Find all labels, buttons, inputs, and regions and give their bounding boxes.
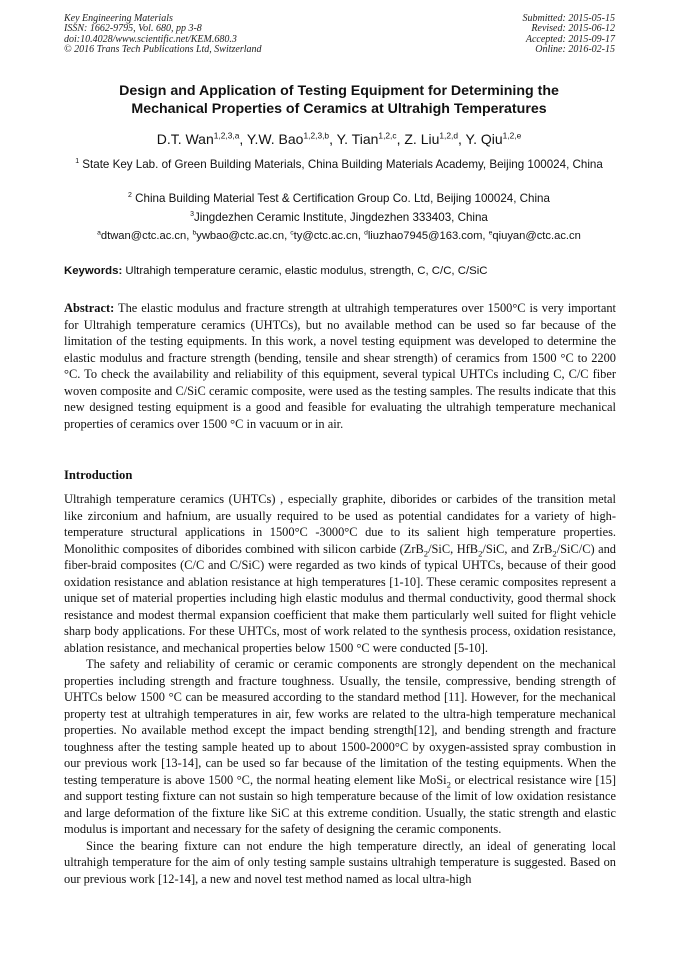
introduction-body xyxy=(64,491,616,887)
affiliation-text: Jingdezhen Ceramic Institute, Jingdezhen 333403, China xyxy=(193,211,488,224)
affiliation-2 xyxy=(40,191,638,207)
email-mark: e xyxy=(488,229,493,237)
paragraph xyxy=(64,656,616,838)
keywords-label: Keywords: xyxy=(64,265,123,277)
journal-header xyxy=(64,14,262,56)
author xyxy=(337,131,405,147)
paragraph xyxy=(64,491,616,656)
section-heading: Introduction xyxy=(64,468,133,482)
author-affiliation-marks: 1,2,e xyxy=(502,130,522,141)
paragraph-text: /SiC, and ZrB xyxy=(482,541,553,556)
author-name: Y.W. Bao xyxy=(246,131,304,147)
paragraph-text: or electrical resistance wire [15] and support testing fixture can not sustain so high temperature because of the limit of low oxidation resistance and large deformation of the fixture like SiC at this extreme condition. Usually, the static strength and elastic modulus is important and necessary for the safety of designing the ceramic components. xyxy=(64,772,616,836)
email-address: qiuyan@ctc.ac.cn xyxy=(492,230,581,242)
title-line-2: Mechanical Properties of Ceramics at Ultrahigh Temperatures xyxy=(131,101,547,117)
email-separator: , xyxy=(186,230,193,242)
keywords-text: Ultrahigh temperature ceramic, elastic modulus, strength, C, C/C, C/SiC xyxy=(122,265,488,277)
title-line-1: Design and Application of Testing Equipment for Determining the xyxy=(119,83,559,99)
affiliation-text: State Key Lab. of Green Building Materials, China Building Materials Academy, Beijing 100024, China xyxy=(82,158,603,171)
author-name: D.T. Wan xyxy=(156,131,214,147)
author-affiliation-marks: 1,2,3,a xyxy=(213,130,240,141)
author-separator: , xyxy=(458,131,466,147)
author-separator: , xyxy=(329,131,337,147)
paper-title xyxy=(40,82,638,118)
keywords xyxy=(64,264,616,279)
subscript: 2 xyxy=(552,547,557,558)
email-mark: c xyxy=(290,229,294,237)
paragraph-text: The safety and reliability of ceramic or ceramic components are strongly dependent on the mechanical properties including strength and fracture toughness. Usually, the tensile, compressive, bending strength of UHTCs below 1500 °C can be measured according to the standard method [11]. However, for the mechanical property test at ultrahigh temperatures in air, few works are related to the ultra-high temperature mechanical properties. No available method except the impact bending strength[12], and bending strength and fracture toughness after the testing sample heated up to about 1500-2000°C by oxygen-assisted spray combustion in our previous work [13-14], can be used so far because of the limitation of the testing equipments. When the testing temperature is above 1500 °C, the normal heating element like MoSi xyxy=(64,657,616,787)
abstract xyxy=(64,300,616,432)
abstract-label: Abstract: xyxy=(64,301,115,315)
affiliation-number: 2 xyxy=(128,192,132,200)
email-separator: , xyxy=(482,230,489,242)
author-affiliation-marks: 1,2,c xyxy=(378,130,397,141)
email-item xyxy=(97,230,192,242)
paragraph-text: /SiC, HfB xyxy=(428,541,479,556)
affiliation-number: 3 xyxy=(190,211,194,219)
email-item xyxy=(290,230,364,242)
email-mark: b xyxy=(192,229,197,237)
email-mark: d xyxy=(364,229,368,237)
subscript: 2 xyxy=(478,547,483,558)
revised-date: Revised: 2015-06-12 xyxy=(531,23,615,35)
abstract-text: The elastic modulus and fracture strength at ultrahigh temperatures over 1500°C is very important for Ultrahigh temperature ceramics (UHTCs), but no available method can be used so far because of the limitation of the testing equipments. In this work, a novel testing equipment was developed to determine the elastic modulus and fracture strength (bending, tensile and shear strength) of ceramics from 1500 °C to 2200 °C. To check the availability and reliability of this equipment, several typical UHTCs including C, C/C fiber woven composite and C/SiC ceramic composite, were used as the testing samples. The results indicate that this new designed testing equipment is a good and feasible for evaluating the ultrahigh temperature mechanical properties of ceramics over 1500 °C in vacuum or in air. xyxy=(64,301,616,431)
email-address: ty@ctc.ac.cn xyxy=(293,230,358,242)
author xyxy=(247,131,337,147)
email-address: ywbao@ctc.ac.cn xyxy=(196,230,285,242)
subscript: 2 xyxy=(423,547,429,558)
email-address: dtwan@ctc.ac.cn xyxy=(100,230,187,242)
issn-line: ISSN: 1662-9795, Vol. 680, pp 3-8 xyxy=(64,23,202,35)
author-separator: , xyxy=(396,131,405,147)
author-name: Y. Qiu xyxy=(465,131,503,147)
author-affiliation-marks: 1,2,d xyxy=(439,130,459,141)
author-name: Z. Liu xyxy=(404,131,440,147)
journal-name: Key Engineering Materials xyxy=(64,13,173,24)
copyright-line: © 2016 Trans Tech Publications Ltd, Switzerland xyxy=(64,44,262,56)
affiliation-1 xyxy=(64,157,614,173)
online-date: Online: 2016-02-15 xyxy=(535,44,615,56)
author-name: Y. Tian xyxy=(336,131,379,147)
author xyxy=(157,131,247,147)
email-item xyxy=(192,230,290,242)
author-affiliation-marks: 1,2,3,b xyxy=(303,130,330,141)
paragraph-text: Since the bearing fixture can not endure the high temperature directly, an ideal of generating local ultrahigh temperature for the aim of only testing sample sustains ultrahigh temperature is suggested. Based on our previous work [12-14], a new and novel test method named as local ultra-high xyxy=(64,838,616,886)
email-address: liuzhao7945@163.com xyxy=(367,230,483,242)
email-item xyxy=(489,230,581,242)
submitted-date: Submitted: 2015-05-15 xyxy=(522,13,615,24)
accepted-date: Accepted: 2015-09-17 xyxy=(525,33,615,45)
paragraph-text: /SiC/C) and fiber-braid composites (C/C and C/SiC) were regarded as two kinds of typical UHTCs, because of their good oxidation resistance and ablation resistance at high temperatures [1-10]. These ceramic composites represent a unique set of material properties including high elastic modulus and thermal conductivity, good thermal shock resistance and modest thermal expansion coefficient that make them particularly well suited for flight vehicle sharp body applications. For these UHTCs, most of work related to the synthesis process, oxidation resistance, ablation resistance, and mechanical properties below 1500 °C were conducted [5-10]. xyxy=(64,541,616,655)
affiliation-3 xyxy=(40,210,638,226)
paragraph xyxy=(64,838,616,888)
doi-line: doi:10.4028/www.scientific.net/KEM.680.3 xyxy=(64,33,237,45)
email-separator: , xyxy=(284,230,291,242)
subscript: 2 xyxy=(446,778,451,789)
affiliation-text: China Building Material Test & Certification Group Co. Ltd, Beijing 100024, China xyxy=(135,192,550,205)
email-separator: , xyxy=(357,230,365,242)
affiliation-number: 1 xyxy=(75,158,80,166)
paragraph-text: Ultrahigh temperature ceramics (UHTCs) , especially graphite, diborides or carbides of the transition metal like zirconium and hafnium, are usually required to be used as potential candidates for a variety of high-temperature structural applications in 1500°C -3000°C due to its salient high temperature properties. Monolithic composites of diborides combined with silicon carbide (ZrB xyxy=(64,492,616,556)
email-item xyxy=(364,230,489,242)
email-mark: a xyxy=(97,229,101,237)
email-list xyxy=(40,228,638,244)
dates-header xyxy=(523,14,616,56)
author xyxy=(404,131,465,147)
author-list xyxy=(20,129,658,149)
author-separator: , xyxy=(239,131,247,147)
author xyxy=(466,131,522,147)
